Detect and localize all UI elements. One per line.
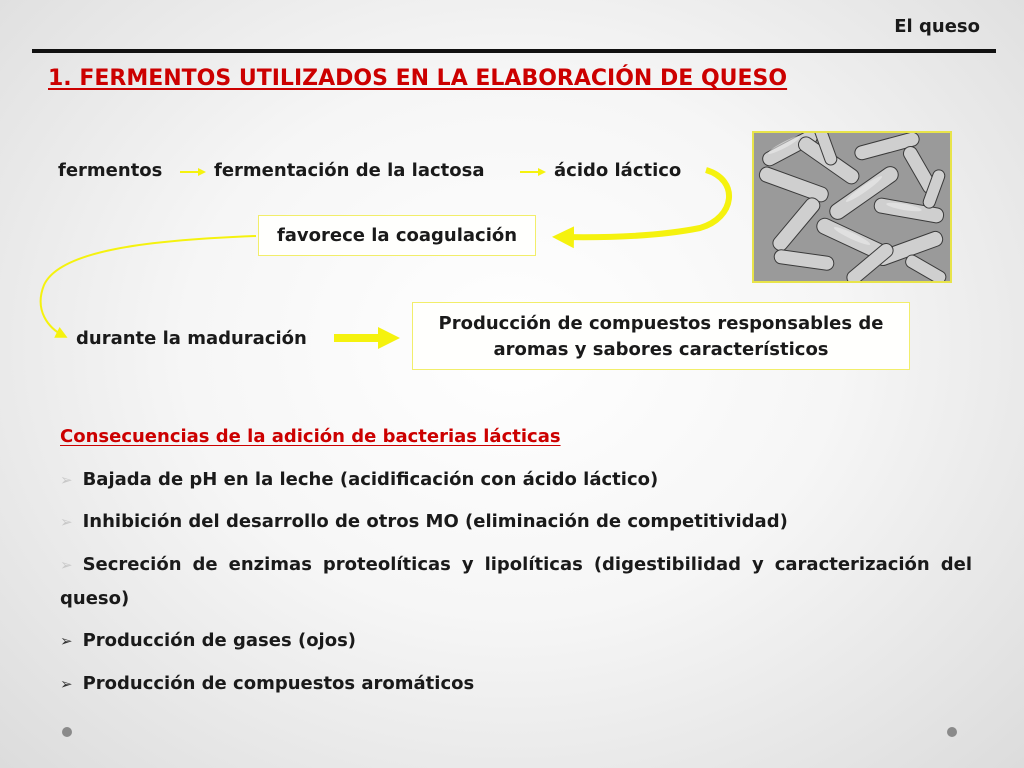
maturation-label: durante la maduración (76, 328, 307, 349)
list-item: ➢ Producción de gases (ojos) (60, 630, 357, 651)
list-item: ➢ Producción de compuestos aromáticos (60, 673, 475, 694)
slide-title: 1. FERMENTOS UTILIZADOS EN LA ELABORACIÓN DE QUESO (48, 66, 788, 91)
list-item: ➢ Secreción de enzimas proteolíticas y lipolíticas (digestibilidad y caracterización del queso) (60, 554, 972, 609)
corner-dot-right (947, 727, 957, 737)
corner-dot-left (62, 727, 72, 737)
section-label: El queso (894, 16, 980, 37)
bullet-arrow-icon: ➢ (60, 471, 73, 489)
consequences-heading: Consecuencias de la adición de bacterias lácticas (60, 426, 561, 447)
list-item: ➢ Inhibición del desarrollo de otros MO (eliminación de competitividad) (60, 511, 788, 532)
lactic-bacteria-icon (754, 133, 950, 281)
bacteria-micrograph-image (752, 131, 952, 283)
flow-step-lactic-acid: ácido láctico (554, 160, 682, 181)
flow-step-fermentos: fermentos (58, 160, 163, 181)
bullet-arrow-icon: ➢ (60, 675, 73, 693)
bullet-arrow-icon: ➢ (60, 556, 73, 574)
production-box (412, 302, 910, 370)
bullet-arrow-icon: ➢ (60, 513, 73, 531)
coagulation-box: favorece la coagulación (258, 215, 536, 256)
production-line-2: aromas y sabores característicos (493, 339, 829, 360)
list-item: ➢ Bajada de pH en la leche (acidificación con ácido láctico) (60, 469, 659, 490)
flow-step-lactose: fermentación de la lactosa (214, 160, 485, 181)
production-line-1: Producción de compuestos responsables de (438, 313, 884, 334)
arrow-to-maturation (41, 236, 256, 336)
bullet-arrow-icon: ➢ (60, 632, 73, 650)
